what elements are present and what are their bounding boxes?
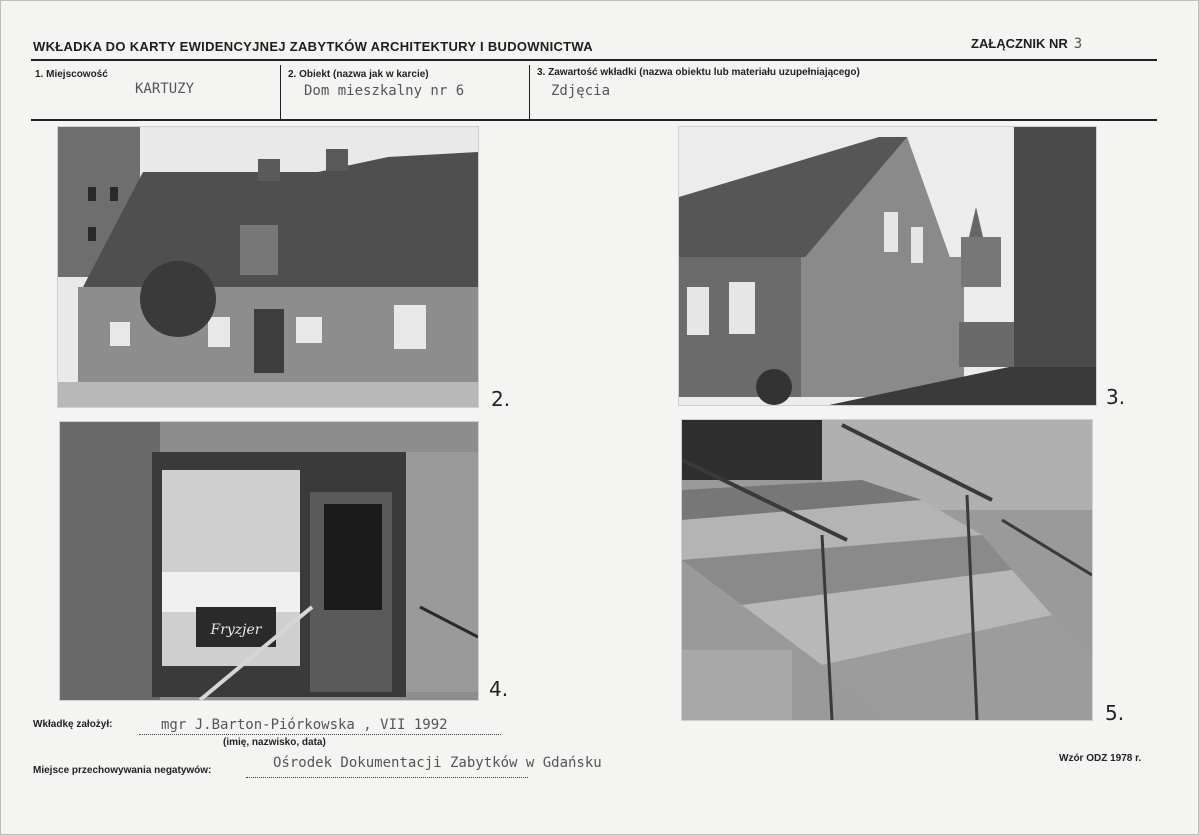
object-label: 2. Obiekt (nazwa jak w karcie) <box>288 69 429 80</box>
storage-dotted-line <box>246 777 528 778</box>
field-divider-1 <box>280 65 281 119</box>
stone-stairs-image <box>682 420 1092 720</box>
author-value: mgr J.Barton-Piórkowska , VII 1992 <box>161 717 448 733</box>
shop-sign-text: Fryzjer <box>210 622 262 638</box>
author-hint: (imię, nazwisko, data) <box>223 737 326 748</box>
annex-number: 3 <box>1073 36 1083 52</box>
annex-label <box>971 36 1082 52</box>
photo-house-gable <box>678 126 1097 406</box>
house-front-image <box>58 127 478 407</box>
locality-value: KARTUZY <box>135 81 195 97</box>
form-model-note: Wzór ODZ 1978 r. <box>1059 753 1142 764</box>
object-value: Dom mieszkalny nr 6 <box>304 83 465 99</box>
storage-label: Miejsce przechowywania negatywów: <box>33 765 212 776</box>
photo-house-front <box>57 126 479 408</box>
header-rule-bottom <box>31 119 1157 121</box>
house-gable-image <box>679 127 1096 405</box>
contents-label: 3. Zawartość wkładki (nazwa obiektu lub materiału uzupełniającego) <box>537 67 860 78</box>
photo-shop-entrance <box>59 421 479 701</box>
photo-number-3: 3. <box>1106 385 1126 409</box>
author-label: Wkładkę założył: <box>33 719 113 730</box>
locality-label: 1. Miejscowość <box>35 69 108 80</box>
photo-number-5: 5. <box>1105 701 1125 725</box>
annex-label-text: ZAŁĄCZNIK NR <box>971 36 1068 51</box>
contents-value: Zdjęcia <box>551 83 611 99</box>
author-dotted-line <box>139 734 501 735</box>
photo-number-2: 2. <box>491 387 511 411</box>
field-divider-2 <box>529 65 530 119</box>
photo-number-4: 4. <box>489 677 509 701</box>
photo-stone-stairs <box>681 419 1093 721</box>
shop-entrance-image <box>60 422 478 700</box>
header-rule-top <box>31 59 1157 61</box>
storage-value: Ośrodek Dokumentacji Zabytków w Gdańsku <box>273 755 602 771</box>
document-title: WKŁADKA DO KARTY EWIDENCYJNEJ ZABYTKÓW ARCHITEKTURY I BUDOWNICTWA <box>33 39 593 54</box>
